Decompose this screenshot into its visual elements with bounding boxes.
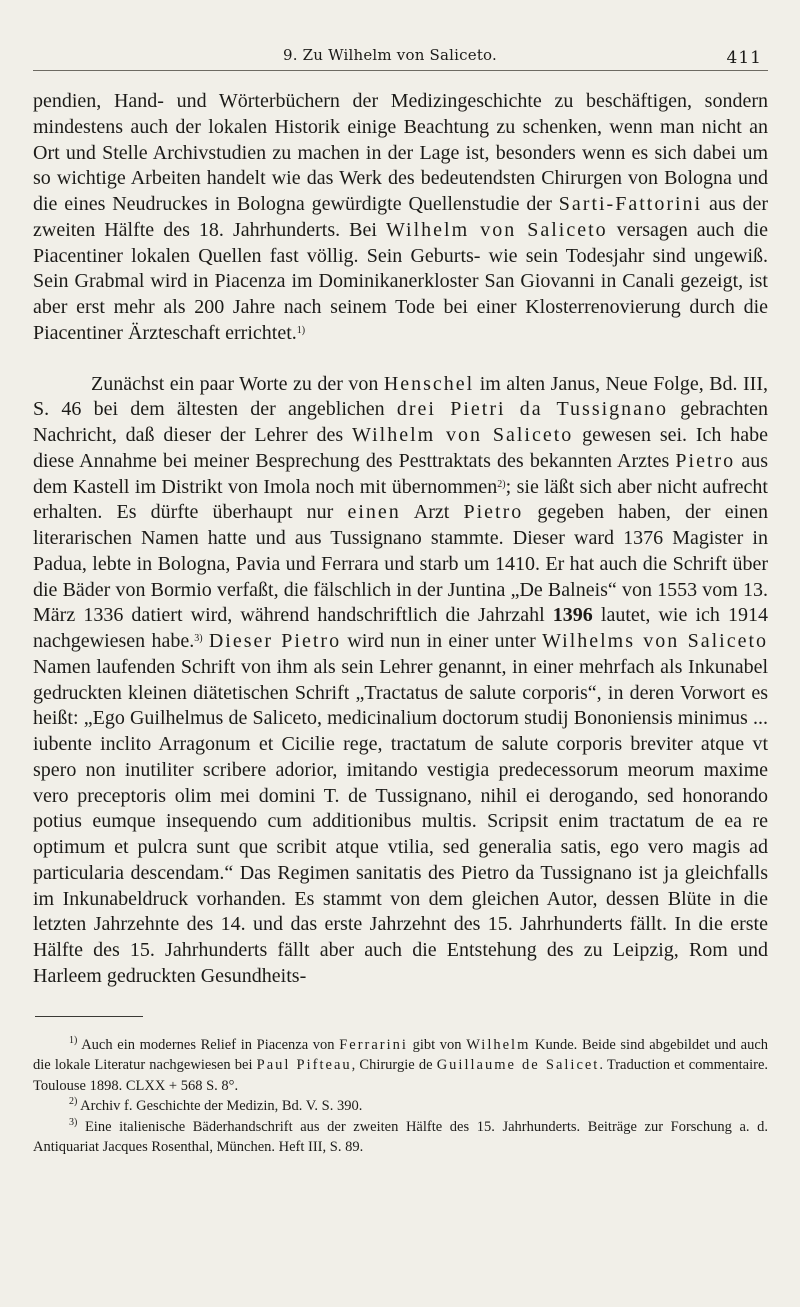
header-rule xyxy=(33,70,768,71)
year-1396: 1396 xyxy=(552,604,593,627)
footnotes xyxy=(33,1035,768,1158)
name-wilhelms: Wilhelms von Saliceto xyxy=(542,630,769,652)
footnote-ref-1[interactable]: 1) xyxy=(296,324,306,336)
paragraph-1: pendien, Hand- und Wörterbüchern der Medizingeschichte zu beschäftigen, sondern mindestens auch der lokalen Historik einige Beachtung zu schenken, wenn man nicht an Ort und Stelle Archivstudien zu machen in der Lage ist, besonders wenn es sich dabei um so wichtige Arbeiten handelt wie das Werk des bedeutendsten Chirurgen von Bologna und die eines Neudruckes in Bologna gewürdigte Quellenstudie der Sarti-Fattorini aus der zweiten Hälfte des 18. Jahrhunderts. Bei Wilhelm von Saliceto versagen auch die Piacentiner lokalen Quellen fast völlig. Sein Geburts- wie sein Todesjahr sind ungewiß. Sein Grabmal wird in Piacenza im Dominikanerkloster San Giovanni in Canali gezeigt, ist aber erst mehr als 200 Jahre nach seinem Tode bei einer Klosterrenovierung durch die Piacentiner Ärzteschaft errichtet.$^{1)}$ xyxy=(33,90,769,344)
footnote-ref-3[interactable]: 3) xyxy=(194,633,203,644)
page-number: 411 xyxy=(726,48,762,68)
paragraph-2: Zunächst ein paar Worte zu der von Henschel im alten Janus, Neue Folge, Bd. III, S. 46 bei dem ältesten der angeblichen drei Pietri da Tussignano gebrachten Nachricht, daß dieser der Lehrer des Wilhelm von Saliceto gewesen sei. Ich habe diese Annahme bei meiner Besprechung des Pesttraktats des bekannten Arztes Pietro aus dem Kastell im Distrikt von Imola noch mit übernommen$^{2)}$; sie läßt sich aber nicht aufrecht erhalten. Es dürfte überhaupt nur einen Arzt Pietro gegeben haben, der einen literarischen Namen hatte und aus Tussignano stammte. Dieser ward 1376 Magister in Padua, lebte in Bologna, Pavia und Ferrara und starb um 1410. Er hat auch die Schrift über die Bäder von Bormio verfaßt, die fälschlich in der Juntina „De Balneis“ von 1553 vom 13. März 1336 datiert wird, während handschriftlich die Jahrzahl 1396 lautet, wie ich 1914 nachgewiesen habe.$^{3)}$ Dieser Pietro wird nun in einer unter Wilhelms von Saliceto Namen laufenden Schrift von ihm als sein Lehrer genannt, in einer mehrfach als Inkunabel gedruckten kleinen diätetischen Schrift „Tractatus de salute corporis“, in deren Vorwort es heißt: „Ego Guilhelmus de Saliceto, medicinalium doctorum studij Bononiensis minimus ... iubente inclito Arragonum et Cicilie rege, tractatum de salute corporis breviter atque vt spero non inutiliter scribere adorior, imitando vestigia predecessorum meorum maxime vero preceptoris olim mei domini T. de Tussignano, nihil ei derogando, sed honorando potius eumque insequendo cum additionibus multis. Scripsit enim tractatum de ea re optimum et pulcra sunt que scribit atque vtilia, sed generalia satis, ego vero magis ad particularia descendam.“ Das Regimen sanitatis des Pietro da Tussignano ist ja gleichfalls im Inkunabeldruck vorhanden. Es stammt von dem gleichen Autor, dessen Blüte in die letzten Jahrzehnte des 14. und das erste Jahrzehnt des 15. Jahrhunderts fällt. In die erste Hälfte des 15. Jahrhunderts fällt aber auch die Entstehung des zu Leipzig, Rom und Harleem gedruckten Gesundheits- xyxy=(33,372,769,987)
footnote-3: $^{3)}$ Eine italienische Bäderhandschrift aus der zweiten Hälfte des 15. Jahrhunderts. Beiträge zur Forschung a. d. Antiquariat Jacques Rosenthal, München. Heft III, S. 89. xyxy=(33,1116,768,1155)
name-pietro: Pietro xyxy=(463,501,524,524)
name-pietro: Pietro xyxy=(675,449,736,472)
name-wilhelm: Wilhelm von Saliceto xyxy=(385,218,608,241)
name-dieser-pietro: Dieser Pietro xyxy=(208,630,342,652)
book-page xyxy=(33,40,768,1290)
footnote-ref-2[interactable]: 2) xyxy=(497,478,506,490)
name-wilhelm: Wilhelm von Saliceto xyxy=(352,424,574,446)
emphasis-einen: einen xyxy=(347,501,401,524)
running-head xyxy=(33,40,768,70)
name-sarti-fattorini: Sarti-Fattorini xyxy=(558,193,703,215)
name-henschel: Henschel xyxy=(383,372,475,395)
footnote-rule xyxy=(35,1016,143,1017)
footnote-2: $^{2)}$ Archiv f. Geschichte der Medizin, Bd. V. S. 390. xyxy=(69,1096,363,1114)
footnote-1: $^{1)}$ Auch ein modernes Relief in Piacenza von Ferrarini gibt von Wilhelm Kunde. Beide sind abgebildet und auch die lokale Literatur nachgewiesen bei Paul Pifteau, Chirurgie de Guillaume de Salicet. Traduction et commentaire. Toulouse 1898. CLXX + 568 S. 8°. xyxy=(33,1034,769,1094)
chapter-title: 9. Zu Wilhelm von Saliceto. xyxy=(283,46,497,64)
body-text xyxy=(33,89,768,990)
name-drei-pietri: drei Pietri da Tussignano xyxy=(396,398,669,421)
name-pietro-tussignano: Pietro da Tussignano xyxy=(461,861,632,884)
